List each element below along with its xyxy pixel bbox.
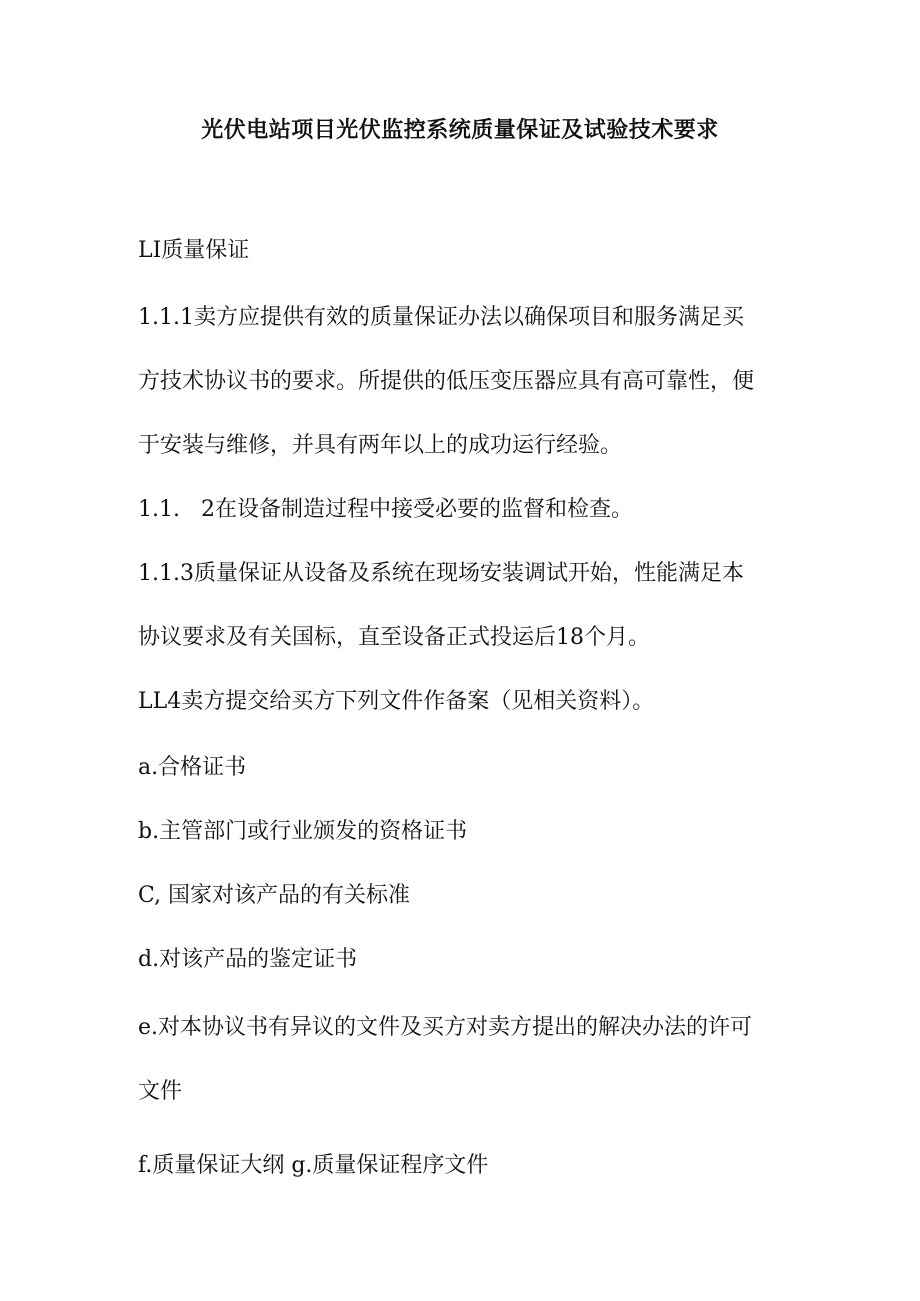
section-heading-quality-assurance: LI质量保证 bbox=[138, 238, 250, 263]
list-item: e.对本协议书有异议的文件及买方对卖方提出的解决办法的许可 bbox=[138, 1015, 753, 1040]
paragraph-line: 1.1.3质量保证从设备及系统在现场安装调试开始，性能满足本 bbox=[138, 561, 744, 586]
paragraph-line: 1.1. 2在设备制造过程中接受必要的监督和检查。 bbox=[138, 497, 633, 522]
list-item: d.对该产品的鉴定证书 bbox=[138, 947, 358, 972]
paragraph-line: 1.1.1卖方应提供有效的质量保证办法以确保项目和服务满足买 bbox=[138, 305, 744, 330]
list-item: C, 国家对该产品的有关标准 bbox=[138, 883, 411, 908]
paragraph-line: LL4卖方提交给买方下列文件作备案（见相关资料）。 bbox=[138, 689, 655, 714]
paragraph-line: 于安装与维修，并具有两年以上的成功运行经验。 bbox=[138, 433, 623, 458]
paragraph-line: 方技术协议书的要求。所提供的低压变压器应具有高可靠性，便 bbox=[138, 369, 755, 394]
list-item: b.主管部门或行业颁发的资格证书 bbox=[138, 819, 468, 844]
list-item: f.质量保证大纲 g.质量保证程序文件 bbox=[138, 1153, 489, 1178]
list-item: a.合格证书 bbox=[138, 755, 247, 780]
list-item-continuation: 文件 bbox=[138, 1079, 183, 1104]
document-title: 光伏电站项目光伏监控系统质量保证及试验技术要求 bbox=[201, 117, 719, 143]
paragraph-line: 协议要求及有关国标，直至设备正式投运后18个月。 bbox=[138, 625, 650, 650]
